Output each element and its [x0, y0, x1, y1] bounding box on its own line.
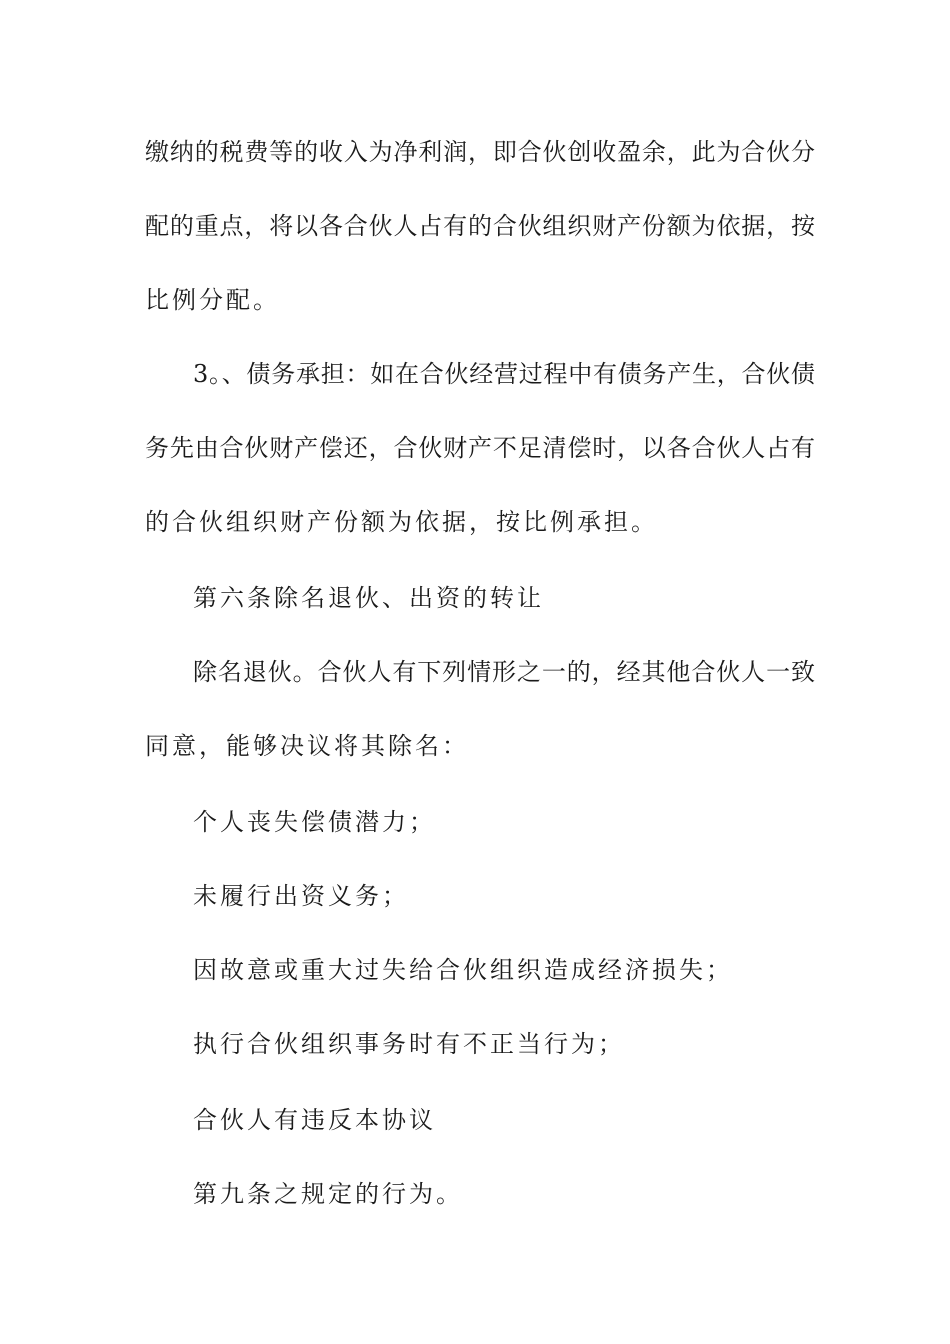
list-item: 执行合伙组织事务时有不正当行为； — [193, 1030, 625, 1058]
paragraph-line: 缴纳的税费等的收入为净利润，即合伙创收盈余，此为合伙分 — [145, 138, 815, 166]
paragraph-line: 除名退伙。合伙人有下列情形之一的，经其他合伙人一致 — [193, 658, 815, 686]
list-item: 因故意或重大过失给合伙组织造成经济损失； — [193, 956, 733, 984]
list-item: 合伙人有违反本协议 — [193, 1106, 436, 1134]
section-heading: 第六条除名退伙、出资的转让 — [193, 584, 544, 612]
paragraph-line: 比例分配。 — [145, 286, 280, 314]
paragraph-line: 3。、债务承担：如在合伙经营过程中有债务产生，合伙债 — [193, 360, 815, 388]
paragraph-line: 配的重点，将以各合伙人占有的合伙组织财产份额为依据，按 — [145, 212, 815, 240]
paragraph-line: 的合伙组织财产份额为依据，按比例承担。 — [145, 508, 658, 536]
list-item: 第九条之规定的行为。 — [193, 1180, 463, 1208]
paragraph-line: 务先由合伙财产偿还，合伙财产不足清偿时，以各合伙人占有 — [145, 434, 815, 462]
list-item: 个人丧失偿债潜力； — [193, 808, 436, 836]
list-item: 未履行出资义务； — [193, 882, 409, 910]
paragraph-line: 同意，能够决议将其除名： — [145, 732, 469, 760]
